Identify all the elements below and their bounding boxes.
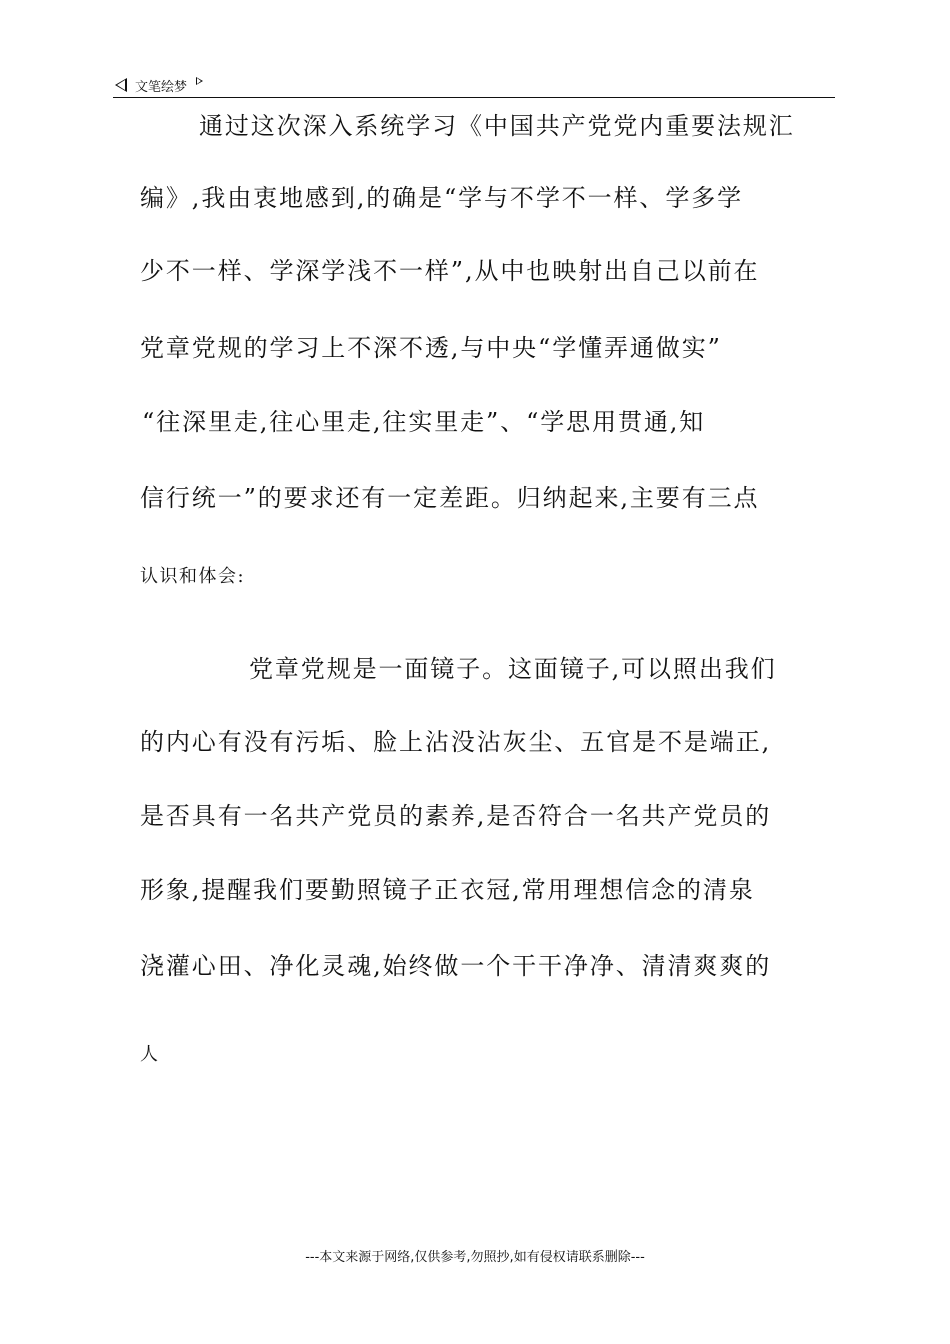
text-line: 人	[140, 1044, 160, 1065]
text-line: 编》,我由衷地感到,的确是“学与不学不一样、学多学	[140, 184, 744, 212]
text-line: 的内心有没有污垢、脸上沾没沾灰尘、五官是不是端正,	[140, 728, 772, 756]
text-line: 党章党规的学习上不深不透,与中央“学懂弄通做实”	[140, 334, 722, 362]
text-line: “往深里走,往心里走,往实里走”、“学思用贯通,知	[142, 408, 706, 436]
text-line: 少不一样、学深学浅不一样”,从中也映射出自己以前在	[140, 257, 760, 285]
header-divider	[113, 97, 835, 98]
text-line: 是否具有一名共产党员的素养,是否符合一名共产党员的	[140, 802, 772, 830]
text-line: 信行统一”的要求还有一定差距。归纳起来,主要有三点	[140, 484, 760, 512]
text-line: 认识和体会:	[140, 566, 246, 587]
text-line: 通过这次深入系统学习《中国共产党党内重要法规汇	[199, 112, 795, 140]
triangle-left-icon	[115, 78, 127, 92]
text-line: 浇灌心田、净化灵魂,始终做一个干干净净、清清爽爽的	[140, 952, 772, 980]
text-line: 形象,提醒我们要勤照镜子正衣冠,常用理想信念的清泉	[140, 876, 755, 904]
text-line: 党章党规是一面镜子。这面镜子,可以照出我们	[249, 655, 777, 683]
footer-disclaimer: ---本文来源于网络,仅供参考,勿照抄,如有侵权请联系删除---	[305, 1250, 645, 1265]
page-header	[115, 74, 203, 96]
triangle-right-icon	[196, 77, 203, 85]
header-brand: 文笔绘梦	[135, 79, 188, 95]
